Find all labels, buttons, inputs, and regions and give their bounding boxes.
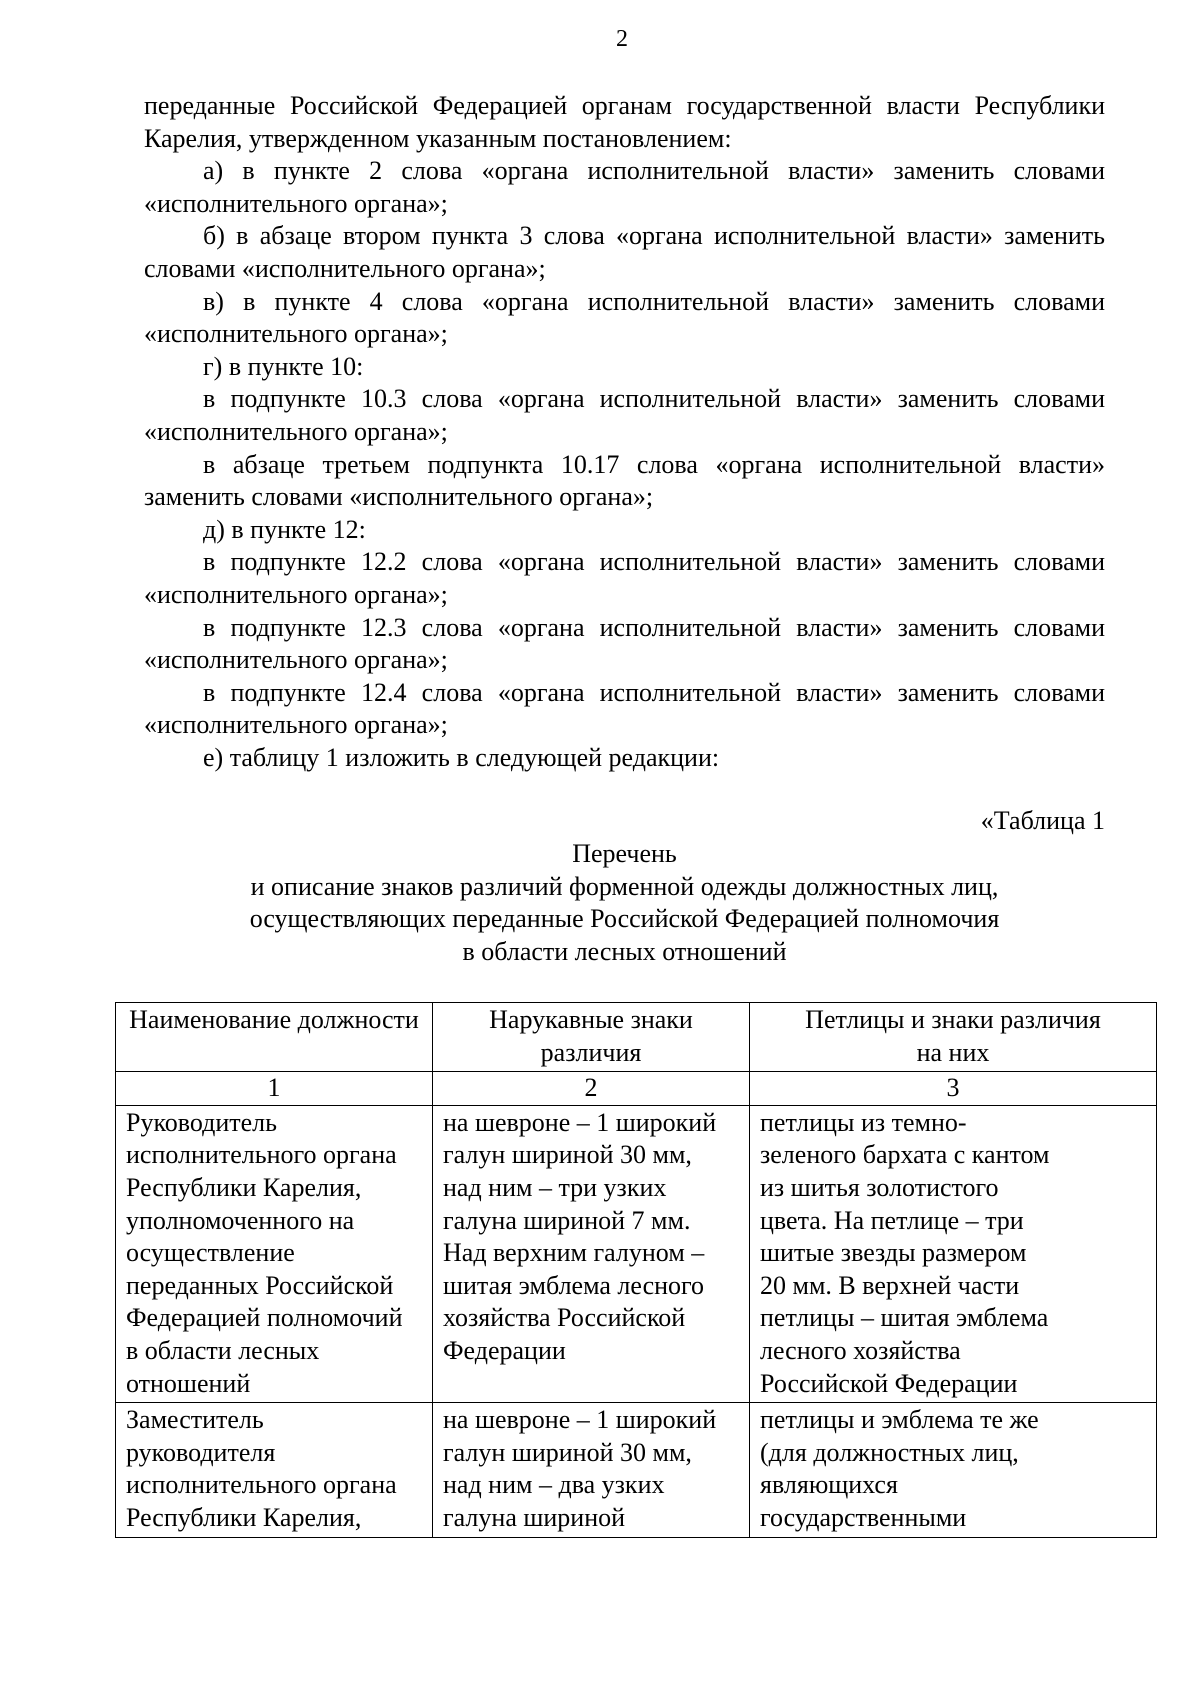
header-line: Нарукавные знаки — [489, 1005, 693, 1034]
cell-line: Российской Федерации — [760, 1368, 1018, 1398]
cell-line: шитая эмблема лесного — [443, 1270, 705, 1300]
cell-line: петлицы – шитая эмблема — [760, 1303, 1049, 1333]
cell-line: Руководитель — [126, 1107, 277, 1137]
cell-sleeve-insignia — [433, 1403, 750, 1537]
paragraph-item-v: в) в пункте 4 слова «органа исполнительной власти» заменить словами «исполнительного органа»; — [144, 286, 1105, 349]
paragraph-item-a: а) в пункте 2 слова «органа исполнительной власти» заменить словами «исполнительного органа»; — [144, 156, 1105, 218]
header-line: Наименование должности — [129, 1005, 419, 1034]
paragraph-item-e: е) таблицу 1 изложить в следующей редакции: — [203, 742, 720, 772]
cell-line: руководителя — [126, 1437, 276, 1467]
cell-line: галун шириной 30 мм, — [443, 1437, 692, 1467]
table-row — [116, 1403, 1157, 1537]
paragraph-item-g: г) в пункте 10: — [203, 351, 364, 381]
cell-line: зеленого бархата с кантом — [760, 1140, 1050, 1170]
paragraph-item-d: д) в пункте 12: — [203, 514, 366, 544]
table-caption: «Таблица 1 — [980, 806, 1105, 835]
header-collar-tabs — [750, 1003, 1157, 1072]
cell-line: осуществление — [126, 1238, 295, 1268]
cell-line: государственными — [760, 1502, 967, 1532]
page-number: 2 — [616, 26, 628, 52]
table-title-line: осуществляющих переданные Российской Федерацией полномочия — [249, 904, 1000, 934]
cell-collar-tabs — [750, 1105, 1157, 1402]
paragraph-subitem-10-3: в подпункте 10.3 слова «органа исполнительной власти» заменить словами «исполнительного органа»; — [144, 384, 1105, 446]
cell-line: исполнительного органа — [126, 1140, 397, 1170]
cell-line: исполнительного органа — [126, 1470, 397, 1500]
cell-line: над ним – два узких — [443, 1470, 665, 1500]
insignia-table — [115, 1002, 1157, 1538]
column-number: 3 — [750, 1072, 1157, 1106]
cell-collar-tabs — [750, 1403, 1157, 1537]
cell-line: из шитья золотистого — [760, 1172, 999, 1202]
table-row — [116, 1105, 1157, 1402]
cell-line: Федерации — [443, 1335, 566, 1365]
paragraph-continuation: переданные Российской Федерацией органам государственной власти Республики Карелия, утвержденном указанным постановлением: — [144, 91, 1105, 153]
header-line: на них — [916, 1037, 990, 1067]
table-title-line: Перечень — [572, 839, 677, 868]
cell-line: галун шириной 30 мм, — [443, 1140, 692, 1170]
paragraph-subitem-10-17: в абзаце третьем подпункта 10.17 слова «органа исполнительной власти» заменить словами «исполнительного органа»; — [144, 449, 1105, 512]
header-position — [116, 1003, 433, 1072]
column-number: 2 — [433, 1072, 750, 1106]
header-sleeve-insignia — [433, 1003, 750, 1072]
cell-line: хозяйства Российской — [443, 1303, 686, 1333]
cell-line: Республики Карелия, — [126, 1172, 362, 1202]
cell-position — [116, 1105, 433, 1402]
cell-line: 20 мм. В верхней части — [760, 1270, 1020, 1300]
paragraph-subitem-12-4: в подпункте 12.4 слова «органа исполнительной власти» заменить словами «исполнительного органа»; — [144, 677, 1105, 740]
cell-line: в области лесных — [126, 1335, 320, 1365]
header-line: Петлицы и знаки различия — [805, 1005, 1101, 1034]
cell-line: Федерацией полномочий — [126, 1303, 403, 1333]
cell-line: являющихся — [760, 1470, 898, 1500]
cell-line: лесного хозяйства — [760, 1335, 961, 1365]
cell-line: Заместитель — [126, 1405, 264, 1435]
cell-line: уполномоченного на — [126, 1205, 355, 1235]
paragraph-subitem-12-2: в подпункте 12.2 слова «органа исполнительной власти» заменить словами «исполнительного органа»; — [144, 547, 1105, 609]
document-body — [144, 90, 1105, 774]
cell-line: петлицы из темно- — [760, 1107, 967, 1137]
cell-sleeve-insignia — [433, 1105, 750, 1402]
cell-line: на шевроне – 1 широкий — [443, 1405, 717, 1435]
cell-line: на шевроне – 1 широкий — [443, 1107, 717, 1137]
table-title — [144, 838, 1105, 968]
cell-line: цвета. На петлице – три — [760, 1205, 1024, 1235]
table-header-row — [116, 1003, 1157, 1072]
table-title-line: в области лесных отношений — [462, 936, 787, 966]
table-title-line: и описание знаков различий форменной одежды должностных лиц, — [250, 871, 999, 901]
cell-line: шитые звезды размером — [760, 1238, 1027, 1268]
cell-line: галуна шириной 7 мм. — [443, 1205, 691, 1235]
paragraph-subitem-12-3: в подпункте 12.3 слова «органа исполнительной власти» заменить словами «исполнительного органа»; — [144, 612, 1105, 675]
column-number: 1 — [116, 1072, 433, 1106]
cell-line: Над верхним галуном – — [443, 1238, 705, 1268]
cell-line: (для должностных лиц, — [760, 1437, 1019, 1467]
cell-line: галуна шириной — [443, 1502, 626, 1532]
column-number-row — [116, 1072, 1157, 1106]
header-line: различия — [540, 1037, 642, 1067]
cell-line: отношений — [126, 1368, 251, 1398]
cell-line: петлицы и эмблема те же — [760, 1405, 1039, 1435]
cell-line: над ним – три узких — [443, 1172, 667, 1202]
cell-position — [116, 1403, 433, 1537]
cell-line: Республики Карелия, — [126, 1502, 362, 1532]
paragraph-item-b: б) в абзаце втором пункта 3 слова «органа исполнительной власти» заменить словами «исполнительного органа»; — [144, 221, 1105, 283]
cell-line: переданных Российской — [126, 1270, 394, 1300]
